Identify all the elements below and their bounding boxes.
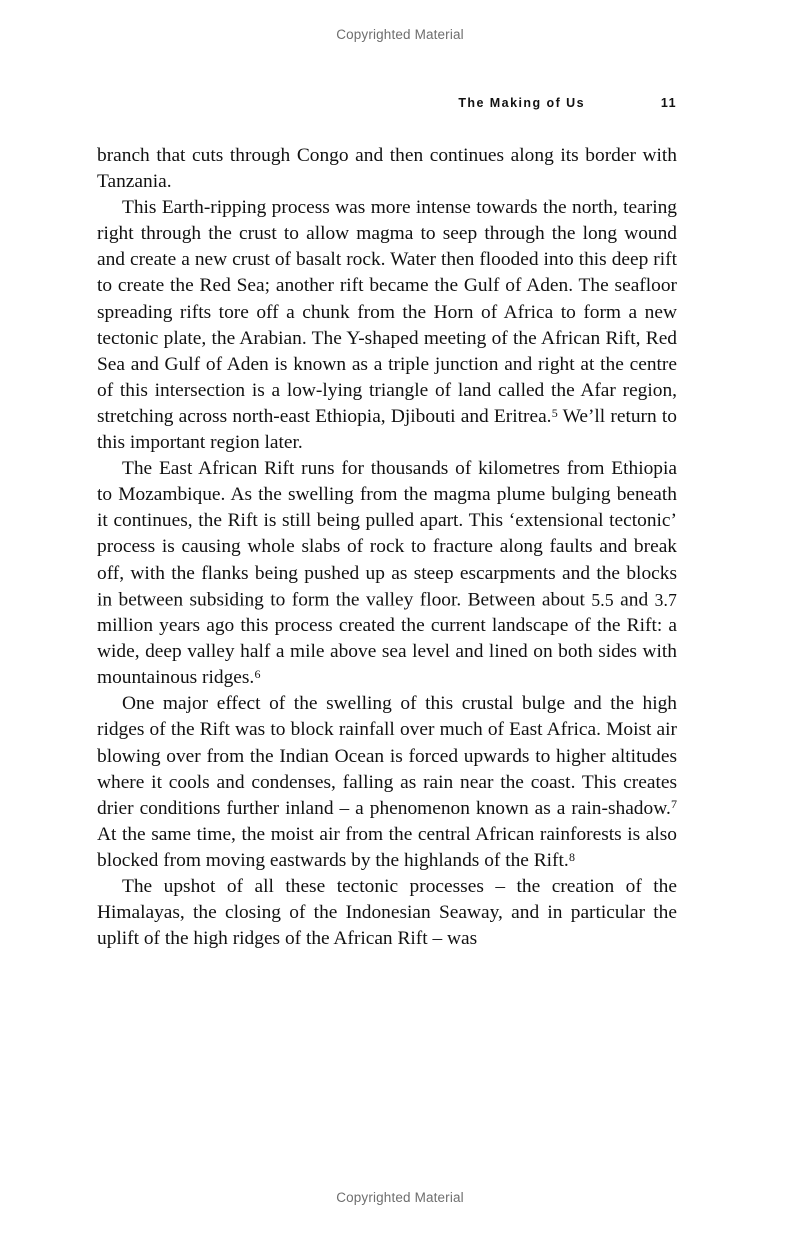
page-number: 11 <box>660 96 677 110</box>
numeric-value: 3.7 <box>654 589 677 610</box>
body-text <box>97 143 677 952</box>
copyright-watermark-bottom: Copyrighted Material <box>336 1190 464 1205</box>
footnote-marker: 6 <box>254 666 261 681</box>
footnote-marker: 7 <box>670 797 677 812</box>
para-rain-shadow: One major effect of the swelling of this crustal bulge and the high ridges of the Rift was to block rainfall over much of East Africa. Moist air blowing over from the Indian Ocean is forced upwards to higher altitudes where it cools and condenses, falling as rain near the coast. This creates drier conditions further inland – a phenomenon known as a rain-shadow.$^7$ At the same time, the moist air from the central African rainforests is also blocked from moving eastwards by the highlands of the Rift.$^8$ <box>97 693 677 871</box>
running-head-title: The Making of Us <box>458 96 585 110</box>
footnote-marker: 8 <box>568 849 575 864</box>
numeric-value: 5.5 <box>591 589 614 610</box>
para-earth-ripping: This Earth-ripping process was more intense towards the north, tearing right through the crust to allow magma to seep through the long wound and create a new crust of basalt rock. Water then flooded into this deep rift to create the Red Sea; another rift became the Gulf of Aden. The seafloor spreading rifts tore off a chunk from the Horn of Africa to form a new tectonic plate, the Arabian. The Y-shaped meeting of the African Rift, Red Sea and Gulf of Aden is known as a triple junction and right at the centre of this intersection is a low-lying triangle of land called the Afar region, stretching across north-east Ethiopia, Djibouti and Eritrea.$^5$ We’ll return to this important region later. <box>97 197 677 454</box>
para-continued: branch that cuts through Congo and then continues along its border with Tanzania. <box>97 145 677 193</box>
para-upshot: The upshot of all these tectonic processes – the creation of the Himalayas, the closing of the Indonesian Seaway, and in particular the uplift of the high ridges of the African Rift – was <box>97 876 677 950</box>
running-head <box>97 96 677 114</box>
copyright-watermark-top: Copyrighted Material <box>336 27 464 42</box>
footnote-marker: 5 <box>551 405 558 420</box>
para-east-african-rift: The East African Rift runs for thousands of kilometres from Ethiopia to Mozambique. As the swelling from the magma plume bulging beneath it continues, the Rift is still being pulled apart. This ‘extensional tectonic’ process is causing whole slabs of rock to fracture along faults and break off, with the flanks being pushed up as steep escarpments and the blocks in between subsiding to form the valley floor. Between about 5.5 and 3.7 million years ago this process created the current landscape of the Rift: a wide, deep valley half a mile above sea level and lined on both sides with mountainous ridges.$^6$ <box>97 458 677 689</box>
